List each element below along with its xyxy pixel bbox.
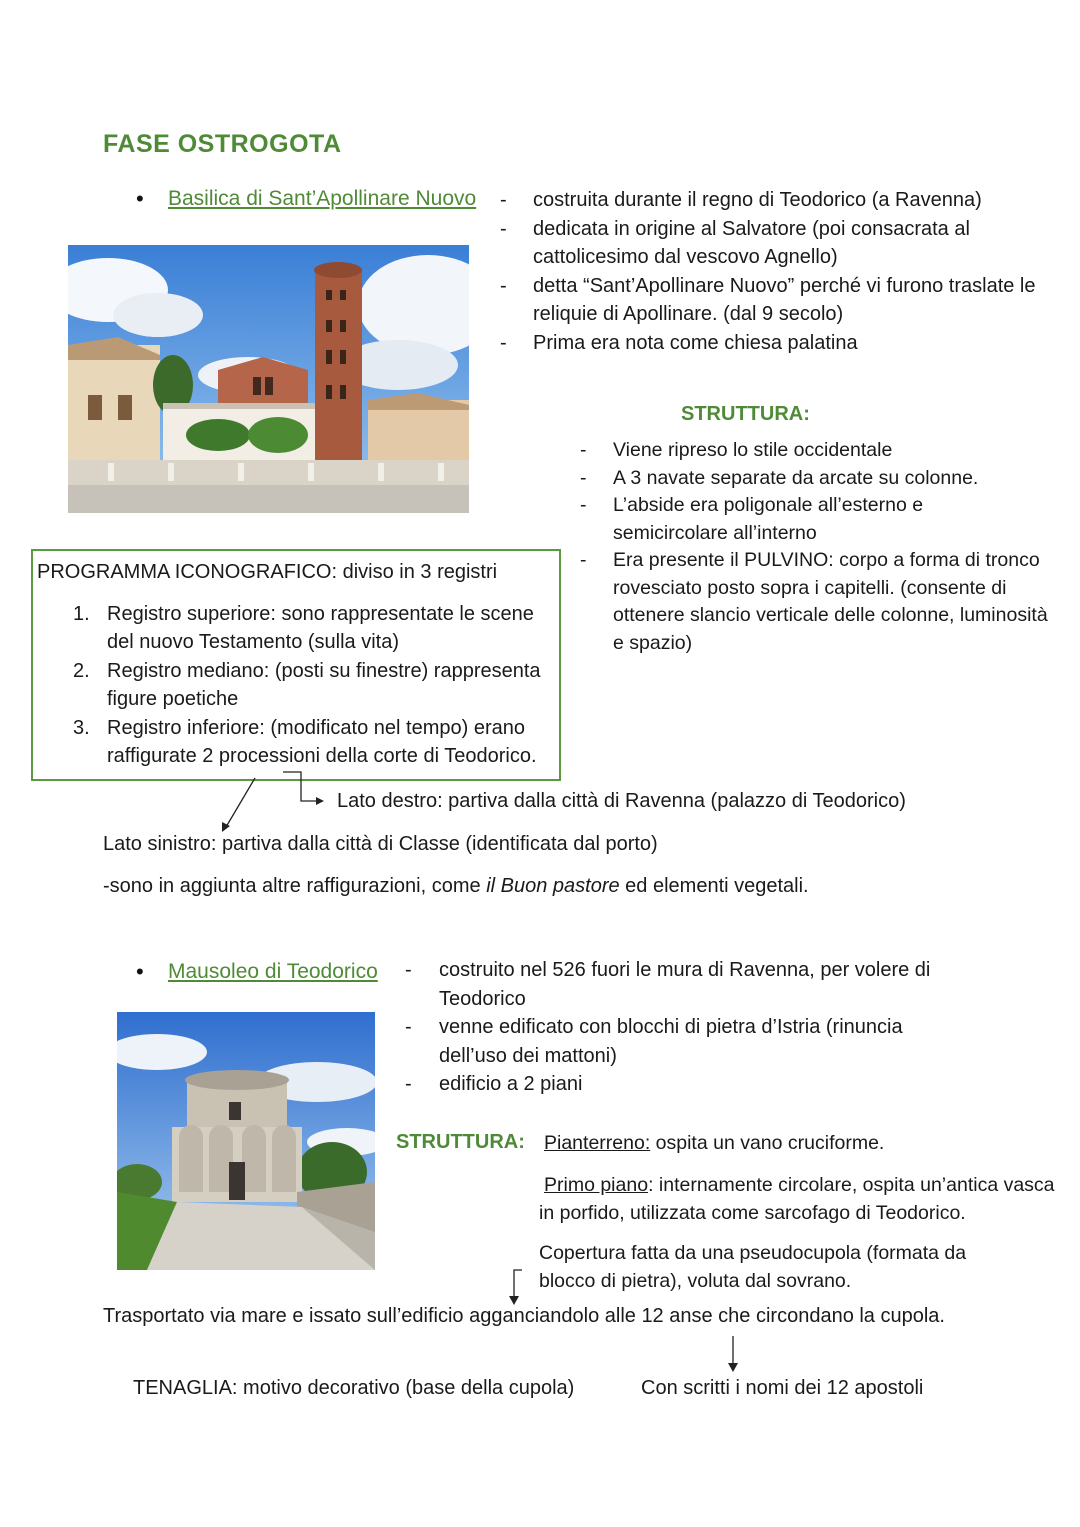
- lato-destro: Lato destro: partiva dalla città di Ravenna (palazzo di Teodorico): [337, 790, 906, 812]
- list-item: - dedicata in origine al Salvatore (poi consacrata al cattolicesimo dal vescovo Agnello): [500, 217, 970, 268]
- page-title: FASE OSTROGOTA: [103, 130, 342, 158]
- programma-heading: PROGRAMMA ICONOGRAFICO: diviso in 3 registri: [37, 561, 498, 583]
- mausoleo-link[interactable]: Mausoleo di Teodorico: [168, 960, 378, 983]
- lato-sinistro: Lato sinistro: partiva dalla città di Classe (identificata dal porto): [103, 833, 658, 855]
- list-item: - Prima era nota come chiesa palatina: [500, 331, 858, 354]
- list-item: - Viene ripreso lo stile occidentale: [580, 439, 893, 461]
- copertura-line: Copertura fatta da una pseudocupola (formata da blocco di pietra), voluta dal sovrano.: [539, 1242, 967, 1292]
- struttura-heading: STRUTTURA:: [681, 403, 810, 425]
- list-item: - costruita durante il regno di Teodorico (a Ravenna): [500, 189, 982, 211]
- list-item: - costruito nel 526 fuori le mura di Ravenna, per volere di Teodorico: [405, 959, 931, 1010]
- list-item: - venne edificato con blocchi di pietra d’Istria (rinuncia dell’uso dei mattoni): [405, 1016, 903, 1067]
- struttura2-heading: STRUTTURA:: [396, 1131, 525, 1153]
- list-item: - edificio a 2 piani: [405, 1073, 583, 1095]
- bullet-dot: •: [136, 186, 144, 211]
- primo-piano-line: Primo piano: internamente circolare, ospita un’antica vasca in porfido, utilizzata come sarcofago di Teodorico.: [539, 1174, 1055, 1224]
- basilica-link[interactable]: Basilica di Sant’Apollinare Nuovo: [168, 187, 477, 210]
- list-item: - L’abside era poligonale all’esterno e semicircolare all’interno: [580, 494, 924, 544]
- list-item: - Era presente il PULVINO: corpo a forma di tronco rovesciato posto sopra i capitelli. (consente di ottenere slancio verticale delle colonne, luminosità e spazio): [580, 549, 1048, 654]
- aggiunta-line: -sono in aggiunta altre raffigurazioni, come il Buon pastore ed elementi vegetali.: [103, 875, 809, 897]
- list-item: 3. Registro inferiore: (modificato nel tempo) erano raffigurate 2 processioni della corte di Teodorico.: [73, 716, 537, 767]
- list-item: - detta “Sant’Apollinare Nuovo” perché vi furono traslate le reliquie di Apollinare. (dal 9 secolo): [500, 274, 1036, 325]
- scritti-line: Con scritti i nomi dei 12 apostoli: [641, 1377, 924, 1399]
- trasportato-line: Trasportato via mare e issato sull’edificio agganciandolo alle 12 anse che circondano la cupola.: [103, 1305, 945, 1327]
- list-item: 2. Registro mediano: (posti su finestre) rappresenta figure poetiche: [73, 659, 541, 710]
- bullet-dot: •: [136, 959, 144, 984]
- tenaglia-line: TENAGLIA: motivo decorativo (base della cupola): [133, 1377, 575, 1399]
- list-item: 1. Registro superiore: sono rappresentate le scene del nuovo Testamento (sulla vita): [73, 602, 534, 653]
- pianterreno-line: Pianterreno: ospita un vano cruciforme.: [544, 1132, 885, 1154]
- list-item: - A 3 navate separate da arcate su colonne.: [580, 466, 979, 489]
